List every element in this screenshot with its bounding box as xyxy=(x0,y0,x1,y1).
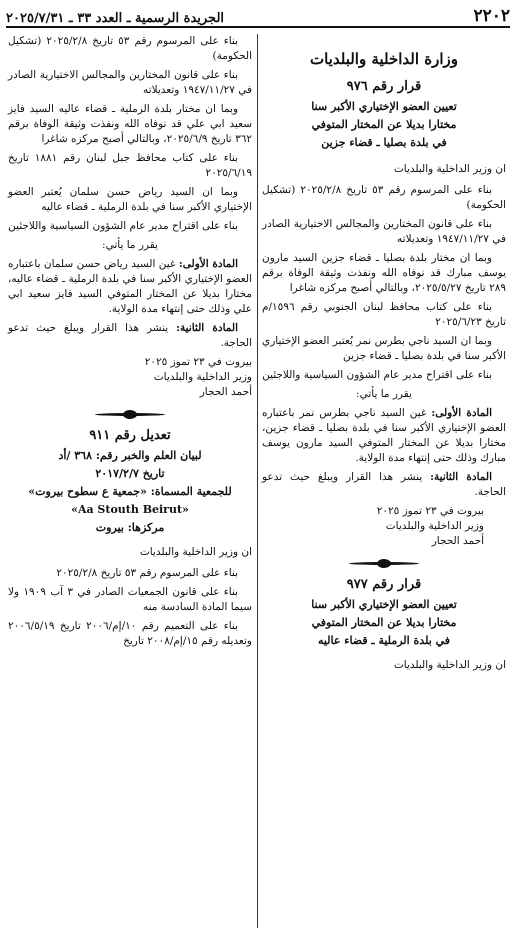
article-1-text: غين السيد رياض حسن سلمان باعتباره العضو الإختياري الأكبر سنا في بلدة الرملية ـ قضاء عاليه، مختارا بديلا عن المختار المتوفي السيد فايز سعيد ابي علي وذلك حتى إنتهاء مدة الولاية. xyxy=(8,258,252,315)
article-1 xyxy=(262,406,506,466)
paragraph: بناء على قانون الجمعيات الصادر في ٣ آب ١٩٠٩ ولا سيما المادة السادسة منه xyxy=(8,586,252,613)
ministry-title: وزارة الداخلية والبلديات xyxy=(309,50,458,68)
minister-line: ان وزير الداخلية والبلديات xyxy=(393,659,506,671)
paragraph: بناء على كتاب محافظ جبل لبنان رقم ١٨٨١ تاريخ ٢٠٢٥/٦/١٩ xyxy=(8,152,252,179)
minister-line: ان وزير الداخلية والبلديات xyxy=(139,546,252,558)
article-1 xyxy=(8,257,252,317)
paragraph: بناء على قانون المختارين والمجالس الاختيارية الصادر في ١٩٤٧/١١/٢٧ وتعديلاته xyxy=(8,69,252,96)
paragraph: بناء على كتاب محافظ لبنان الجنوبي رقم ١٥٩٦/م تاريخ ٢٠٢٥/٦/٢٣ xyxy=(262,301,506,328)
article-1-label: المادة الأولى: xyxy=(431,407,492,419)
paragraph: بناء على قانون المختارين والمجالس الاختيارية الصادر في ١٩٤٧/١١/٢٧ وتعديلاته xyxy=(262,218,506,245)
signature-date: بيروت في ٢٣ تموز ٢٠٢٥ xyxy=(144,356,252,368)
paragraph: بناء على التعميم رقم ١٠/إم/٢٠٠٦ تاريخ ٢٠٠٦/٥/١٩ وتعديله رقم ١٥/إم/٢٠٠٨ تاريخ xyxy=(8,620,252,647)
signature-name: أحمد الحجار xyxy=(199,386,252,398)
amendment-line-2: لبيان العلم والخبر رقم: ٣٦٨ /أد xyxy=(58,449,202,462)
paragraph: بناء على المرسوم رقم ٥٣ تاريخ ٢٠٢٥/٢/٨ xyxy=(56,567,238,579)
page-header xyxy=(6,6,510,28)
decision-977-title-1: تعيين العضو الإختياري الأكبر سنا xyxy=(311,598,457,611)
article-2-text: ينشر هذا القرار ويبلغ حيث تدعو الحاجة. xyxy=(262,471,506,498)
paragraph: وبما ان السيد رياض حسن سلمان يُعتبر العضو الإختياري الأكبر سنا في بلدة الرملية ـ قضاء عاليه xyxy=(8,186,252,213)
minister-line: ان وزير الداخلية والبلديات xyxy=(393,163,506,175)
signature-title: وزير الداخلية والبلديات xyxy=(153,371,252,383)
paragraph: بناء على اقتراح مدير عام الشؤون السياسية واللاجئين xyxy=(8,220,238,232)
section-divider xyxy=(349,559,419,567)
column-divider xyxy=(257,34,258,928)
left-column xyxy=(8,34,252,653)
article-1-label: المادة الأولى: xyxy=(178,258,238,270)
article-2 xyxy=(8,321,252,351)
signature-date: بيروت في ٢٣ تموز ٢٠٢٥ xyxy=(376,505,484,517)
article-2 xyxy=(262,470,506,500)
page-number: ٢٢٠٢ xyxy=(473,6,510,26)
paragraph: وبما ان مختار بلدة الرملية ـ قضاء عاليه السيد فايز سعيد ابي علي قد نوفاه الله ونفذت وثيقة الوفاة برقم ٣٦٢ تاريخ ٢٠٢٥/٦/٩، وبالتالي أصبح مركزه شاغرا xyxy=(8,103,252,145)
amendment-number: تعديل رقم ٩١١ xyxy=(89,428,171,443)
amendment-line-3: تاريخ ٢٠١٧/٢/٧ xyxy=(95,467,165,480)
paragraph: بناء على المرسوم رقم ٥٣ تاريخ ٢٠٢٥/٢/٨ (تشكيل الحكومة) xyxy=(262,184,506,211)
decision-976-number: قرار رقم ٩٧٦ xyxy=(346,79,422,94)
decides-line: يقرر ما يأتي: xyxy=(356,388,412,400)
right-column xyxy=(262,34,506,679)
decision-977-number: قرار رقم ٩٧٧ xyxy=(346,577,422,592)
amendment-line-5: «Aa Stouth Beirut» xyxy=(71,503,189,516)
paragraph: بناء على المرسوم رقم ٥٣ تاريخ ٢٠٢٥/٢/٨ (تشكيل الحكومة) xyxy=(8,35,252,62)
signature-title: وزير الداخلية والبلديات xyxy=(385,520,484,532)
section-divider xyxy=(95,410,165,418)
paragraph: وبما ان السيد ناجي بطرس نمر يُعتبر العضو الإختياري الأكبر سنا في بلدة بصليا ـ قضاء جزين xyxy=(262,335,506,362)
decision-976-title-1: تعيين العضو الإختياري الأكبر سنا xyxy=(311,100,457,113)
article-2-text: ينشر هذا القرار ويبلغ حيث تدعو الحاجة. xyxy=(8,322,252,349)
decision-977-title-2: مختارا بديلا عن المختار المتوفي xyxy=(311,616,457,629)
issue-line: الجريدة الرسمية ـ العدد ٣٣ ـ ٢٠٢٥/٧/٣١ xyxy=(6,11,225,26)
paragraph: بناء على اقتراح مدير عام الشؤون السياسية واللاجئين xyxy=(262,369,492,381)
signature-name: أحمد الحجار xyxy=(431,535,484,547)
decision-976-title-3: في بلدة بصليا ـ قضاء جزين xyxy=(321,136,447,149)
article-1-text: غين السيد ناجي بطرس نمر باعتباره العضو الإختياري الأكبر سنا في بلدة بصليا ـ قضاء جزين، مختارا بديلا عن المختار المتوفي السيد مارون يوسف مبارك وذلك حتى إنتهاء مدة الولاية. xyxy=(262,407,506,464)
article-2-label: المادة الثانية: xyxy=(430,471,492,483)
decides-line: يقرر ما يأتي: xyxy=(102,239,158,251)
amendment-line-4: للجمعية المسماة: «جمعية ع سطوح بيروت» xyxy=(28,485,232,498)
decision-977-title-3: في بلدة الرملية ـ قضاء عاليه xyxy=(317,634,451,647)
article-2-label: المادة الثانية: xyxy=(176,322,238,334)
decision-976-title-2: مختارا بديلا عن المختار المتوفي xyxy=(311,118,457,131)
amendment-line-6: مركزها: بيروت xyxy=(95,521,165,534)
paragraph: وبما ان مختار بلدة بصليا ـ قضاء جزين السيد مارون يوسف مبارك قد نوفاه الله ونفذت وثيقة الوفاة برقم ٢٨٩ تاريخ ٢٠٢٥/٥/٢٧، وبالتالي أصبح مركزه شاغرا xyxy=(262,252,506,294)
